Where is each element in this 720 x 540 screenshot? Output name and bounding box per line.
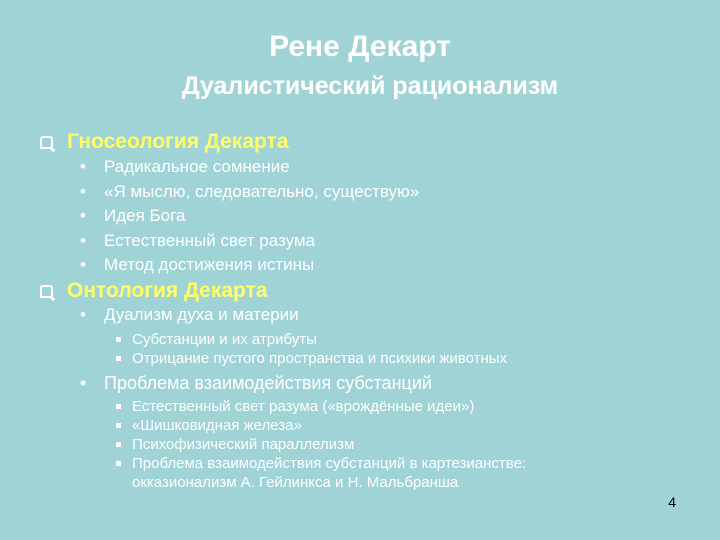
list-item: «Шишковидная железа»	[116, 416, 526, 435]
square-bullet-icon	[116, 423, 121, 428]
bullet-icon: •	[80, 255, 86, 274]
section-heading-epistemology	[40, 128, 289, 156]
list-item: Психофизический параллелизм	[116, 435, 526, 454]
list-item: • Радикальное сомнение	[80, 155, 419, 180]
list-item: Субстанции и их атрибуты	[116, 330, 507, 349]
list-item: Проблема взаимодействия субстанций в картезианстве:	[116, 454, 526, 473]
bullet-icon: •	[80, 373, 87, 393]
list-item: Отрицание пустого пространства и психики животных	[116, 349, 507, 368]
epistemology-list	[80, 155, 419, 278]
dualism-list	[116, 330, 507, 368]
section-heading-label: Гносеология Декарта	[67, 130, 289, 153]
checkbox-bullet-icon	[40, 136, 53, 149]
square-bullet-icon	[116, 337, 121, 342]
section-heading-ontology	[40, 277, 268, 305]
list-item: • Идея Бога	[80, 204, 419, 229]
square-bullet-icon	[116, 356, 121, 361]
subsection-interaction-problem: • Проблема взаимодействия субстанций	[80, 373, 432, 393]
bullet-icon: •	[80, 206, 86, 225]
section-heading-label: Онтология Декарта	[67, 279, 268, 302]
bullet-icon: •	[80, 157, 86, 176]
slide-subtitle: Дуалистический рационализм	[181, 72, 559, 100]
square-bullet-icon	[116, 442, 121, 447]
square-bullet-icon	[116, 461, 121, 466]
list-item: • Естественный свет разума	[80, 229, 419, 254]
slide-title: Рене Декарт	[269, 30, 451, 63]
list-item-continuation: окказионализм А. Гейлинкса и Н. Мальбранша	[132, 474, 459, 491]
square-bullet-icon	[116, 404, 121, 409]
bullet-icon: •	[80, 230, 86, 250]
subsection-dualism: • Дуализм духа и материи	[80, 303, 299, 327]
page-number: 4	[668, 494, 676, 510]
checkbox-bullet-icon	[40, 285, 53, 298]
bullet-icon: •	[80, 181, 86, 201]
list-item: • «Я мыслю, следовательно, существую»	[80, 180, 419, 205]
bullet-icon: •	[80, 305, 86, 324]
list-item: • Метод достижения истины	[80, 253, 419, 278]
list-item: Естественный свет разума («врождённые идеи»)	[116, 397, 526, 416]
interaction-problem-list	[116, 397, 526, 492]
